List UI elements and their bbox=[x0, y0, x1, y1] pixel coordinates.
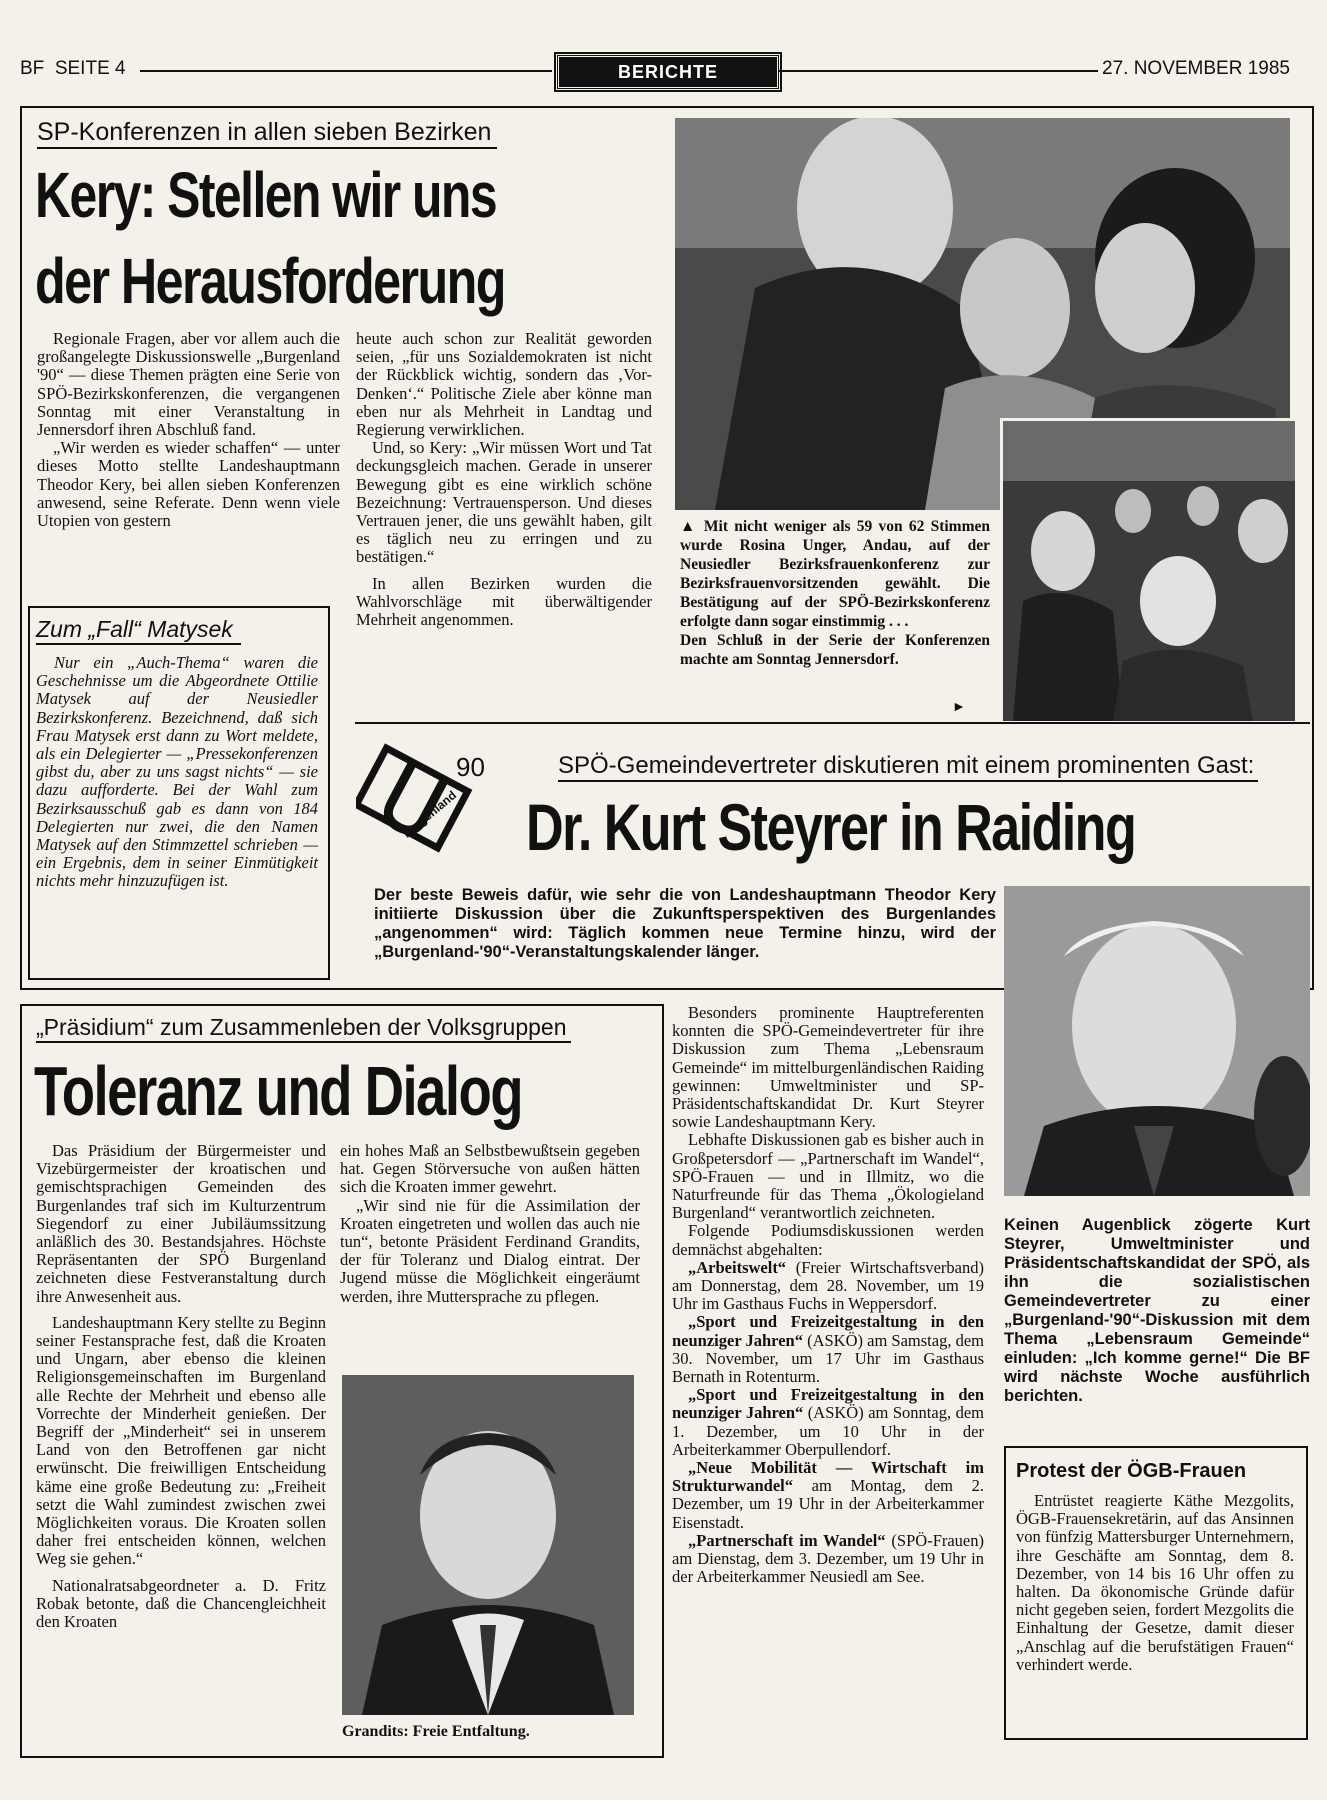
burgenland-90-logo bbox=[356, 742, 496, 862]
event-title: „Sport und Freizeitgestaltung in den neunziger Jahren“ bbox=[672, 1385, 984, 1423]
logo-number: 90 bbox=[456, 752, 485, 782]
article2-lead: Der beste Beweis dafür, wie sehr die von Landeshauptmann Theodor Kery initiierte Diskussion über die Zukunftsperspektiven des Burgenlandes „angenommen“ wird: Täglich kommen neue Termine hinzu, wird der „Burgenland-'90“-Veranstaltungskalender länger. bbox=[374, 886, 996, 961]
event-item bbox=[672, 1313, 984, 1386]
article1-paragraph: heute auch schon zur Realität geworden seien, „für uns Sozialdemokraten ist nicht der Rückblick wichtig, sondern das ‚Vor-Denken‘.“ Politische Ziele aber könne man eben nur als Mehrheit in Landtag und Regierung verwirklichen. bbox=[356, 329, 652, 440]
article3-headline: Toleranz und Dialog bbox=[34, 1052, 523, 1130]
logo-wordmark: burgenland bbox=[400, 787, 460, 841]
article2-paragraph: Besonders prominente Hauptreferenten konnten die SPÖ-Gemeindevertreter für ihre Diskussion zum Thema „Lebensraum Gemeinde“ im mittelburgenländischen Raiding gewinnen: Umweltminister und SP-Präsidentschaftskandidat Dr. Kurt Steyrer sowie Landeshauptmann Kery. bbox=[672, 1003, 984, 1132]
article3-paragraph: „Wir sind nie für die Assimilation der Kroaten eingetreten und wollen das auch nie tun“, betonte Präsident Ferdinand Grandits, der für Toleranz und Dialog eintrat. Der Jugend müsse die Möglichkeit eingeräumt werden, ihre Muttersprache zu pflegen. bbox=[340, 1195, 640, 1306]
event-item bbox=[672, 1459, 984, 1532]
page-number: BF SEITE 4 bbox=[20, 58, 126, 79]
steyrer-portrait-drawing bbox=[1004, 886, 1310, 1196]
article1-kicker: SP-Konferenzen in allen sieben Bezirken bbox=[37, 118, 497, 149]
oegb-title: Protest der ÖGB-Frauen bbox=[1016, 1460, 1247, 1482]
article2-body bbox=[672, 1004, 984, 1587]
article1-column-2 bbox=[356, 330, 652, 629]
grandits-caption: Grandits: Freie Entfaltung. bbox=[342, 1723, 530, 1740]
event-item bbox=[672, 1386, 984, 1459]
matysek-text: Nur ein „Auch-Thema“ waren die Geschehnisse um die Abgeordnete Ottilie Matysek auf der Neusiedler Bezirkskonferenz. Bezeichnend, daß sich Frau Matysek erst dann zu Wort meldete, als ein Delegierter — „Pressekonferenzen gibst du, aber zu uns sagst nichts“ — sie dazu aufforderte. Bei der Wahl zum Bezirksausschuß gab es dann von 184 Delegierten nur zwei, die den Namen Matysek auf den Stimmzettel schrieben — ein Ergebnis, dem in seiner Einmütigkeit nichts mehr hinzuzufügen ist. bbox=[36, 653, 318, 891]
article1-column-1 bbox=[37, 330, 340, 530]
event-title: „Partnerschaft im Wandel“ bbox=[688, 1530, 886, 1550]
grandits-portrait-drawing bbox=[342, 1375, 634, 1715]
steyrer-caption: Keinen Augenblick zögerte Kurt Steyrer, Umweltminister und Präsidentschaftskandidat der SPÖ, als ihn die sozialistischen Gemeindevertreter zu einer „Burgenland-'90“-Diskussion mit dem Thema „Lebensraum Gemeinde“ einluden: „Ich komme gerne!“ Die BF wird nächste Woche ausführlich berichten. bbox=[1004, 1216, 1310, 1405]
article3-column-2 bbox=[340, 1142, 640, 1306]
article1-bottom-rule bbox=[355, 722, 1310, 724]
event-text: am Montag, dem 2. Dezember, um 19 Uhr in der Arbeiterkammer Eisenstadt. bbox=[672, 1476, 984, 1532]
header-rule-right bbox=[778, 70, 1098, 72]
event-text: (ASKÖ) am Samstag, dem 30. November, um 17 Uhr im Gasthaus Bernath in Rotenturm. bbox=[672, 1330, 984, 1387]
header-rule-left bbox=[140, 70, 552, 72]
grandits-portrait bbox=[342, 1375, 634, 1715]
article2-kicker: SPÖ-Gemeindevertreter diskutieren mit einem prominenten Gast: bbox=[558, 752, 1258, 782]
event-text: (SPÖ-Frauen) am Dienstag, dem 3. Dezember, um 19 Uhr in der Arbeiterkammer Neusiedl am See. bbox=[672, 1530, 985, 1587]
oegb-text: Entrüstet reagierte Käthe Mezgolits, ÖGB-Frauensekretärin, auf das Ansinnen von fünfzig Mattersburger Unternehmern, ihre Geschäfte am Sonntag, dem 8. Dezember, von 14 bis 16 Uhr offen zu halten. Da ökonomische Gründe dafür nicht gegeben seien, fordert Mezgolits die Einhaltung der Gesetze, damit dieser „Anschlag auf die berufstätigen Frauen“ verhindert werde. bbox=[1016, 1491, 1294, 1674]
photo-caption-text: ▲ Mit nicht weniger als 59 von 62 Stimmen wurde Rosina Unger, Andau, auf der Neusiedler Bezirksfrauenkonferenz zur Bezirksfrauenvorsitzenden gewählt. Die Bestätigung auf der SPÖ-Bezirkskonferenz erfolgte dann sogar einstimmig . . . bbox=[680, 518, 990, 630]
caption-arrow-icon: ► bbox=[952, 700, 966, 715]
event-text: (ASKÖ) am Sonntag, dem 1. Dezember, um 10 Uhr in der Arbeiterkammer Oberpullendorf. bbox=[672, 1403, 984, 1459]
event-title: „Neue Mobilität — Wirtschaft im Strukturwandel“ bbox=[672, 1458, 984, 1496]
event-item bbox=[672, 1532, 984, 1587]
article1-paragraph: Regionale Fragen, aber vor allem auch die großangelegte Diskussionswelle „Burgenland '90“ — diese Themen prägten eine Serie von SPÖ-Bezirkskonferenzen, die vergangenen Sonntag mit einer Veranstaltung in Jennersdorf ihren Abschluß fand. bbox=[37, 329, 340, 440]
issue-date: 27. NOVEMBER 1985 bbox=[1102, 58, 1290, 79]
article1-paragraph: „Wir werden es wieder schaffen“ — unter dieses Motto stellte Landeshauptmann Theodor Kery, bei allen sieben Konferenzen anwesend, seine Referate. Denn wenn viele Utopien von gestern bbox=[37, 438, 340, 531]
article1-paragraph: In allen Bezirken wurden die Wahlvorschläge mit überwältigender Mehrheit angenommen. bbox=[356, 573, 652, 630]
article3-paragraph: ein hohes Maß an Selbstbewußtsein gegeben hat. Gegen Störversuche von außen hätten sich die Kroaten immer gewehrt. bbox=[340, 1141, 640, 1197]
event-title: „Arbeitswelt“ bbox=[688, 1257, 787, 1277]
article3-paragraph: Das Präsidium der Bürgermeister und Vizebürgermeister der kroatischen und gemischtsprachigen Gemeinden des Burgenlandes traf sich im Kulturzentrum Siegendorf zu einer Jubiläumssitzung anläßlich des 30. Bestandsjahres. Höchste Repräsentanten der SPÖ Burgenland zeichneten diese Festveranstaltung durch ihre Anwesenheit aus. bbox=[36, 1141, 326, 1306]
article1-photo-caption bbox=[680, 517, 990, 669]
article3-paragraph: Nationalratsabgeordneter a. D. Fritz Robak betonte, daß die Chancengleichheit den Kroaten bbox=[36, 1575, 326, 1632]
article3-kicker: „Präsidium“ zum Zusammenleben der Volksgruppen bbox=[36, 1014, 571, 1043]
event-item bbox=[672, 1259, 984, 1314]
article1-headline-line1: Kery: Stellen wir uns bbox=[35, 159, 497, 231]
section-label-box bbox=[556, 54, 780, 90]
conference-photo-audience bbox=[1000, 418, 1298, 724]
steyrer-portrait bbox=[1004, 886, 1310, 1196]
event-title: „Sport und Freizeitgestaltung in den neunziger Jahren“ bbox=[672, 1312, 984, 1350]
audience-photo-drawing bbox=[1003, 421, 1295, 721]
article2-paragraph: Lebhafte Diskussionen gab es bisher auch in Großpetersdorf — „Partnerschaft im Wandel“, SPÖ-Frauen — und in Illmitz, wo die Naturfreunde für das Thema „Ökologieland Burgenland“ verantwortlich zeichneten. bbox=[672, 1130, 984, 1223]
article3-paragraph: Landeshauptmann Kery stellte zu Beginn seiner Festansprache fest, daß die Kroaten und Ungarn, aber ebenso die kleinen Religionsgemeinschaften im Burgenland alle Rechte der Mehrheit und ebenso alle Vorrechte der Minderheit genießen. Der Begriff der „Minderheit“ sei in unserem Land von den Betroffenen gar nicht erwünscht. Die freiwilligen Entscheidung käme eine große Bedeutung zu: „Freiheit setzt die Wahl zumindest zwischen zwei Möglichkeiten voraus. Die Kroaten sollen daher frei entscheiden können, welchen Weg sie gehen.“ bbox=[36, 1312, 326, 1569]
article1-paragraph: Und, so Kery: „Wir müssen Wort und Tat deckungsgleich machen. Gerade in unserer Bewegung gibt es eine wirklich schöne Bezeichnung: Vertrauensperson. Und dieses Vertrauen jener, die uns gewählt haben, gilt es täglich neu zu erringen und zu bestätigen.“ bbox=[356, 438, 652, 567]
photo-caption-text-2: Den Schluß in der Serie der Konferenzen machte am Sonntag Jennersdorf. bbox=[680, 632, 990, 668]
article2-headline: Dr. Kurt Steyrer in Raiding bbox=[526, 790, 1136, 864]
matysek-title: Zum „Fall“ Matysek bbox=[36, 616, 241, 645]
event-text: (Freier Wirtschaftsverband) am Donnerstag, dem 28. November, um 19 Uhr im Gasthaus Fuchs in Weppersdorf. bbox=[672, 1257, 984, 1314]
article3-column-1 bbox=[36, 1142, 326, 1631]
section-label: BERICHTE bbox=[617, 62, 718, 82]
article2-paragraph: Folgende Podiumsdiskussionen werden demnächst abgehalten: bbox=[672, 1221, 984, 1259]
article1-headline-line2: der Herausforderung bbox=[35, 245, 505, 317]
